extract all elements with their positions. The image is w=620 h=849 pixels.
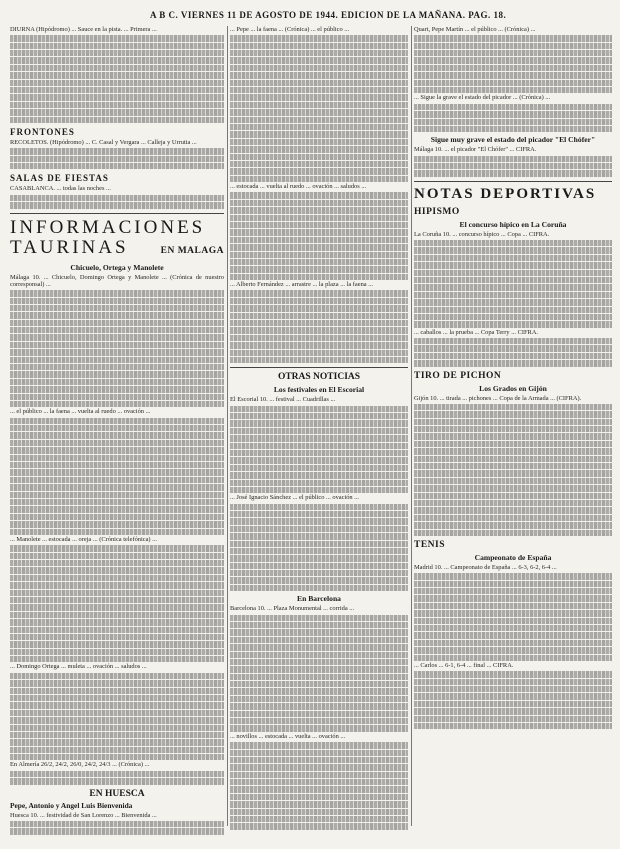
hipismo-heading: HIPISMO xyxy=(414,206,460,217)
coruna-text-2: ... caballos ... la prueba ... Copa Terry ... CIFRA. xyxy=(414,328,539,336)
tenis-heading: TENIS xyxy=(414,539,446,550)
huesca-subheading: Pepe, Antonio y Angel Luis Bienvenida xyxy=(10,800,133,810)
section-rule xyxy=(10,213,224,214)
col2-text-1: ... Pepe ... la faena ... (Crónica) ... el público ... xyxy=(230,26,350,33)
column-3 xyxy=(414,26,612,841)
escorial-lines-1 xyxy=(230,406,408,494)
malaga-text-3: ... Manolete ... estocada ... oreja ... (Crónica telefónica) ... xyxy=(10,535,157,543)
huesca-text: Huesca 10. ... festividad de San Lorenzo ... Bienvenida ... xyxy=(10,811,157,819)
barcelona-text-2: ... novillos ... estocada ... vuelta ... ovación ... xyxy=(230,732,346,740)
tenis-lines-2 xyxy=(414,671,612,729)
malaga-lines-3 xyxy=(10,545,224,662)
chofer-lines xyxy=(414,156,612,177)
barcelona-lines-2 xyxy=(230,742,408,830)
col2-text-3: ... Alberto Fernández ... arrastre ... la plaza ... la faena ... xyxy=(230,281,374,289)
column-divider-2 xyxy=(411,26,412,826)
tenis-text-1: Madrid 10. ... Campeonato de España ... 6-3, 6-2, 6-4 ... xyxy=(414,563,557,571)
malaga-text-4: ... Domingo Ortega ... muleta ... ovación ... saludos ... xyxy=(10,663,147,671)
page-header: A B C. VIERNES 11 DE AGOSTO DE 1944. EDICION DE LA MAÑANA. PAG. 18. xyxy=(150,10,507,20)
gijon-text: Gijón 10. ... tirada ... pichones ... Copa de la Armada ... (CIFRA). xyxy=(414,394,582,402)
col3-text-2: ... Sigue la grave el estado del picador ... (Crónica) ... xyxy=(414,94,551,102)
escorial-lines-2 xyxy=(230,504,408,592)
salas-text: CASABLANCA. ... todas las noches ... xyxy=(10,185,111,193)
informaciones-heading: INFORMACIONES xyxy=(10,216,206,238)
escorial-text-2: ... José Ignacio Sánchez ... el público ... ovación ... xyxy=(230,494,360,502)
otras-rule xyxy=(230,367,408,368)
col2-lines-2 xyxy=(230,192,408,280)
tenis-lines-1 xyxy=(414,573,612,661)
frontones-text-lines xyxy=(10,148,224,169)
intro-text: DIURNA (Hipódromo) ... Sauce en la pista. ... Primera ... xyxy=(10,26,157,33)
taurinas-row xyxy=(10,238,224,260)
barcelona-lines-1 xyxy=(230,615,408,732)
gijon-lines xyxy=(414,404,612,536)
malaga-lines-1 xyxy=(10,290,224,407)
col3-lines-1 xyxy=(414,35,612,93)
taurinas-heading: TAURINAS xyxy=(10,236,129,258)
barcelona-text-1: Barcelona 10. ... Plaza Monumental ... corrida ... xyxy=(230,605,355,613)
col2-lines-1 xyxy=(230,35,408,182)
campeonato-subheading: Campeonato de España xyxy=(474,552,552,562)
escorial-text-1: El Escorial 10. ... festival ... Cuadrillas ... xyxy=(230,396,336,404)
frontones-text: RECOLETOS. (Hipódromo) ... C. Casal y Vergara ... Calleja y Urrutia ... xyxy=(10,138,197,146)
huesca-lines xyxy=(10,821,224,836)
coruna-lines-2 xyxy=(414,338,612,367)
intro-text-lines xyxy=(10,35,224,123)
otras-noticias-heading: OTRAS NOTICIAS xyxy=(277,372,361,383)
col2-lines-3 xyxy=(230,290,408,363)
column-divider-1 xyxy=(227,26,228,826)
chofer-subheading: Sigue muy grave el estado del picador "El Chófer" xyxy=(430,135,596,145)
malaga-lines-5 xyxy=(10,771,224,785)
malaga-heading: EN MALAGA xyxy=(160,245,224,256)
notas-rule xyxy=(414,181,612,182)
coruna-text-1: La Coruña 10. ... concurso hípico ... Copa ... CIFRA. xyxy=(414,230,550,238)
escorial-subheading: Los festivales en El Escorial xyxy=(273,385,365,395)
salas-text-lines xyxy=(10,195,224,209)
coruna-subheading: El concurso hípico en La Coruña xyxy=(459,219,567,229)
col2-text-2: ... estocada ... vuelta al ruedo ... ovación ... saludos ... xyxy=(230,183,367,191)
tiro-pichon-heading: TIRO DE PICHON xyxy=(414,370,502,381)
frontones-heading: FRONTONES xyxy=(10,126,75,137)
huesca-heading: EN HUESCA xyxy=(89,788,145,799)
col3-lines-2 xyxy=(414,104,612,133)
malaga-text-2: ... el público ... la faena ... vuelta al ruedo ... ovación ... xyxy=(10,408,151,416)
notas-deportivas-heading: NOTAS DEPORTIVAS xyxy=(414,185,597,202)
barcelona-subheading: En Barcelona xyxy=(297,594,341,604)
tenis-text-2: ... Carlos ... 6-1, 6-4 ... final ... CIFRA. xyxy=(414,661,514,669)
column-1 xyxy=(10,26,224,836)
malaga-text-5: En Almería 26/2, 24/2, 26/0, 24/2, 24/3 ... (Crónica) ... xyxy=(10,761,150,769)
salas-heading: SALAS DE FIESTAS xyxy=(10,173,109,184)
column-2 xyxy=(230,26,408,846)
gijon-subheading: Los Grados en Gijón xyxy=(479,383,547,393)
malaga-subheading: Chicuelo, Ortega y Manolete xyxy=(70,262,164,272)
malaga-text-1: Málaga 10. ... Chicuelo, Domingo Ortega y Manolete ... (Crónica de nuestro corresponsal) ... xyxy=(10,273,224,288)
chofer-text: Málaga 10. ... el picador "El Chófer" ... CIFRA. xyxy=(414,146,537,154)
coruna-lines-1 xyxy=(414,240,612,328)
malaga-lines-4 xyxy=(10,673,224,761)
malaga-lines-2 xyxy=(10,418,224,535)
col3-text-1: Quart, Pepe Martín ... el público ... (Crónica) ... xyxy=(414,26,536,33)
